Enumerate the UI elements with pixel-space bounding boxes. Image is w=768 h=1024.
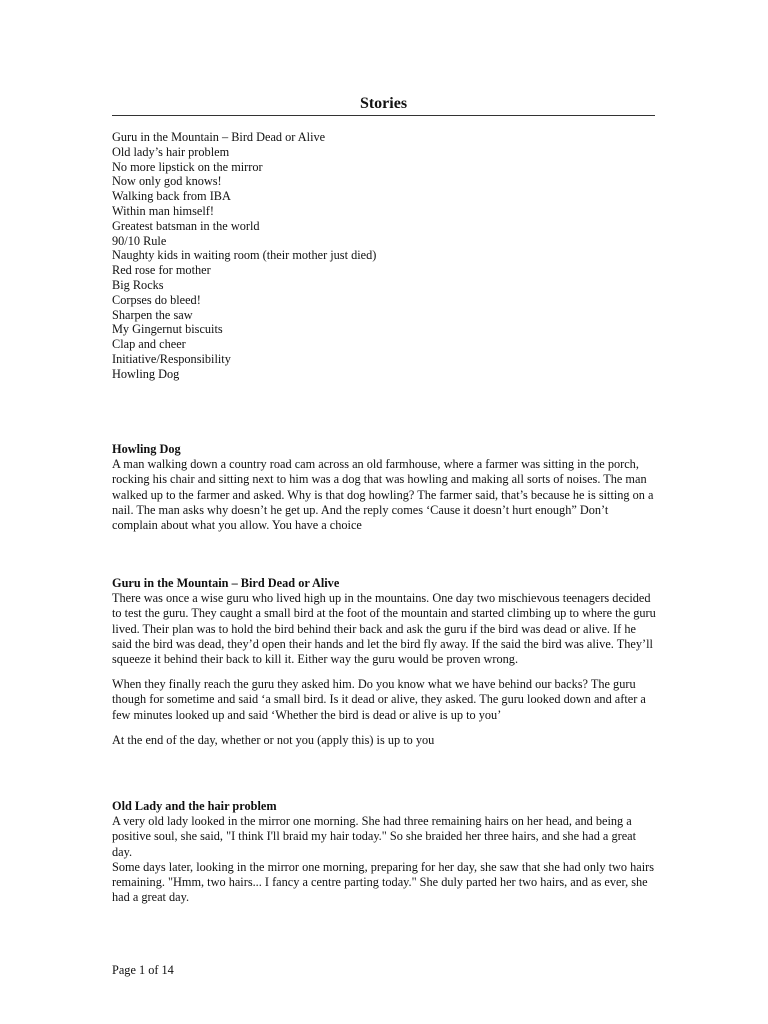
story-heading: Guru in the Mountain – Bird Dead or Alive xyxy=(112,576,340,590)
story-list-item: My Gingernut biscuits xyxy=(112,322,223,337)
story-heading: Old Lady and the hair problem xyxy=(112,799,277,813)
story-howling-dog xyxy=(112,442,657,533)
story-list-item: No more lipstick on the mirror xyxy=(112,159,263,174)
story-list-item: Old lady’s hair problem xyxy=(112,144,230,159)
document-title: Stories xyxy=(359,95,408,112)
story-list-item: Red rose for mother xyxy=(112,263,211,278)
story-list-item: Clap and cheer xyxy=(112,337,186,352)
story-list-item: Within man himself! xyxy=(112,203,214,218)
story-guru-in-the-mountain xyxy=(112,576,657,748)
story-list-item: Greatest batsman in the world xyxy=(112,218,260,233)
story-list-item: Sharpen the saw xyxy=(112,307,193,322)
story-list-item: Guru in the Mountain – Bird Dead or Alive xyxy=(112,130,326,144)
story-list-item: Walking back from IBA xyxy=(112,189,231,204)
story-list-item: Howling Dog xyxy=(112,366,180,381)
story-list-item: Now only god knows! xyxy=(112,174,222,189)
story-heading: Howling Dog xyxy=(112,442,181,456)
story-paragraph: When they finally reach the guru they asked him. Do you know what we have behind our backs? The guru though for sometime and said ‘a small bird. Is it dead or alive, they asked. The guru looked down and after a few minutes looked up and said ‘Whether the bird is dead or alive is up to you’ xyxy=(112,677,646,722)
story-paragraph: A man walking down a country road cam across an old farmhouse, where a farmer was sitting in the porch, rocking his chair and sitting next to him was a dog that was howling and making all sorts of noises. The man walked up to the farmer and asked. Why is that dog howling? The farmer said, that’s because he is sitting on a nail. The man asks why doesn’t he get up. And the reply comes ‘Cause it doesn’t hurt enough” Don’t complain about what you allow. You have a choice xyxy=(112,457,654,533)
title-underline xyxy=(112,115,655,116)
page-number: Page 1 of 14 xyxy=(112,963,174,977)
story-list xyxy=(112,130,652,382)
story-list-item: Corpses do bleed! xyxy=(112,292,201,307)
story-list-item: Naughty kids in waiting room (their mother just died) xyxy=(112,248,377,263)
story-paragraph: A very old lady looked in the mirror one morning. She had three remaining hairs on her head, and being a positive soul, she said, "I think I'll braid my hair today." So she braided her three hairs, and she had a great day. xyxy=(112,814,637,859)
story-paragraph: There was once a wise guru who lived high up in the mountains. One day two mischievous teenagers decided to test the guru. They caught a small bird at the foot of the mountain and started climbing up to where the guru lived. Their plan was to hold the bird behind their back and ask the guru if the bird was dead or alive. If he said the bird was dead, they’d open their hands and let the bird fly away. If the said the bird was alive. They’ll squeeze it behind their back to kill it. Either way the guru would be proven wrong. xyxy=(112,591,656,667)
story-list-item: Initiative/Responsibility xyxy=(112,351,231,366)
story-list-item: 90/10 Rule xyxy=(112,233,167,248)
story-list-item: Big Rocks xyxy=(112,277,164,292)
story-old-lady-hair-problem xyxy=(112,799,657,905)
story-paragraph: At the end of the day, whether or not you (apply this) is up to you xyxy=(112,732,435,747)
story-paragraph: Some days later, looking in the mirror one morning, preparing for her day, she saw that she had only two hairs remaining. "Hmm, two hairs... I fancy a centre parting today." She duly parted her two hairs, and as ever, she had a great day. xyxy=(112,859,655,905)
